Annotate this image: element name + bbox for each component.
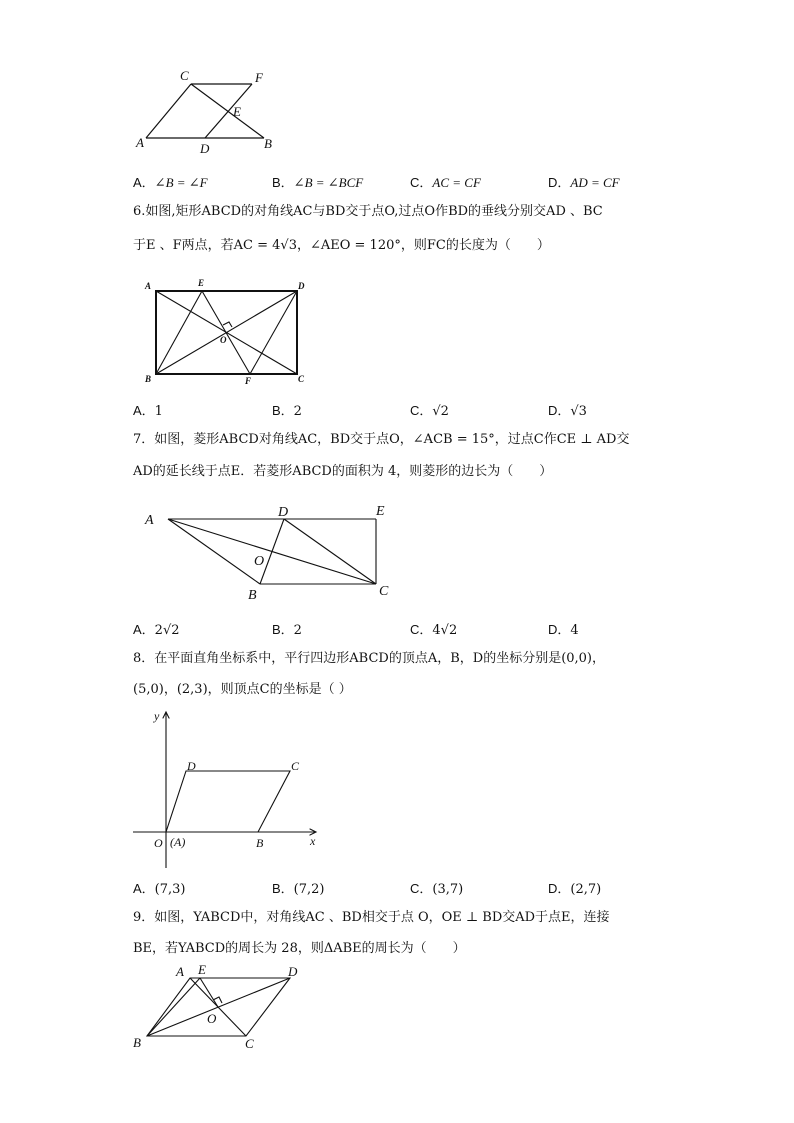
q8-option-b: B．(7,2) <box>272 881 325 897</box>
q5-label-F: F <box>255 70 263 85</box>
q7-stem-line1: 7．如图，菱形ABCD对角线AC，BD交于点O，∠ACB = 15°，过点C作CE ⊥ AD交 <box>133 432 630 447</box>
q9-stem-line1: 9．如图，YABCD中，对角线AC 、BD相交于点 O，OE ⊥ BD交AD于点E，连接 <box>133 910 610 925</box>
q8-label-B: B <box>256 836 264 850</box>
q5-option-a: A．∠B = ∠F <box>133 175 208 190</box>
q7-option-c: C．4√2 <box>410 622 458 638</box>
q8-label-O: O <box>154 836 163 850</box>
q8-label-y: y <box>154 709 160 723</box>
q6-stem-line2: 于E 、F两点，若AC = 4√3，∠AEO = 120°，则FC的长度为（ ） <box>133 238 550 253</box>
q8-label-D: D <box>187 759 196 773</box>
q7-option-a: A．2√2 <box>133 622 180 638</box>
q8-stem-line2: (5,0)，(2,3)，则顶点C的坐标是（ ） <box>133 682 352 697</box>
q6-stem-line1: 6.如图,矩形ABCD的对角线AC与BD交于点O,过点O作BD的垂线分别交AD 、BC <box>133 204 603 219</box>
q6-label-C: C <box>298 374 305 384</box>
q7-label-O: O <box>254 554 265 569</box>
q9-label-O: O <box>207 1011 217 1026</box>
q6-option-b: B．2 <box>272 403 302 419</box>
q7-option-d: D．4 <box>548 622 579 638</box>
q8-label-x: x <box>310 834 316 848</box>
q8-option-c: C．(3,7) <box>410 881 464 897</box>
q6-label-A: A <box>145 281 152 291</box>
q7-label-E: E <box>376 504 385 519</box>
q8-option-a: A．(7,3) <box>133 881 186 897</box>
q6-label-F: F <box>245 376 252 386</box>
q7-option-b: B．2 <box>272 622 302 638</box>
q5-option-c: C．AC = CF <box>410 175 481 190</box>
q6-option-a: A．1 <box>133 403 163 419</box>
q5-label-D: D <box>200 141 210 156</box>
q5-option-d: D．AD = CF <box>548 175 620 190</box>
q6-label-B: B <box>145 374 152 384</box>
q8-option-d: D．(2,7) <box>548 881 602 897</box>
q9-stem-line2: BE，若YABCD的周长为 28，则ΔABE的周长为（ ） <box>133 941 466 956</box>
q5-label-A: A <box>136 135 144 150</box>
q5-label-E: E <box>233 104 241 119</box>
q7-label-D: D <box>278 505 289 520</box>
q5-option-b: B．∠B = ∠BCF <box>272 175 364 190</box>
q9-label-C: C <box>245 1036 254 1051</box>
q8-label-A: (A) <box>170 835 186 849</box>
q6-option-d: D．√3 <box>548 403 587 419</box>
q7-label-C: C <box>379 584 389 599</box>
q5-label-C: C <box>180 68 189 83</box>
q8-label-C: C <box>291 759 300 773</box>
q9-label-A: A <box>176 964 184 979</box>
q7-label-A: A <box>145 513 154 528</box>
q6-option-c: C．√2 <box>410 403 449 419</box>
q9-label-D: D <box>288 964 298 979</box>
q6-label-D: D <box>298 281 305 291</box>
q8-stem-line1: 8．在平面直角坐标系中，平行四边形ABCD的顶点A，B，D的坐标分别是(0,0)， <box>133 651 606 666</box>
q7-stem-line2: AD的延长线于点E．若菱形ABCD的面积为 4，则菱形的边长为（ ） <box>133 464 553 479</box>
q6-label-O: O <box>220 335 227 345</box>
q9-label-E: E <box>198 962 206 977</box>
q6-label-E: E <box>198 278 205 288</box>
q5-label-B: B <box>264 136 272 151</box>
q9-label-B: B <box>133 1035 141 1050</box>
q7-label-B: B <box>248 588 257 603</box>
